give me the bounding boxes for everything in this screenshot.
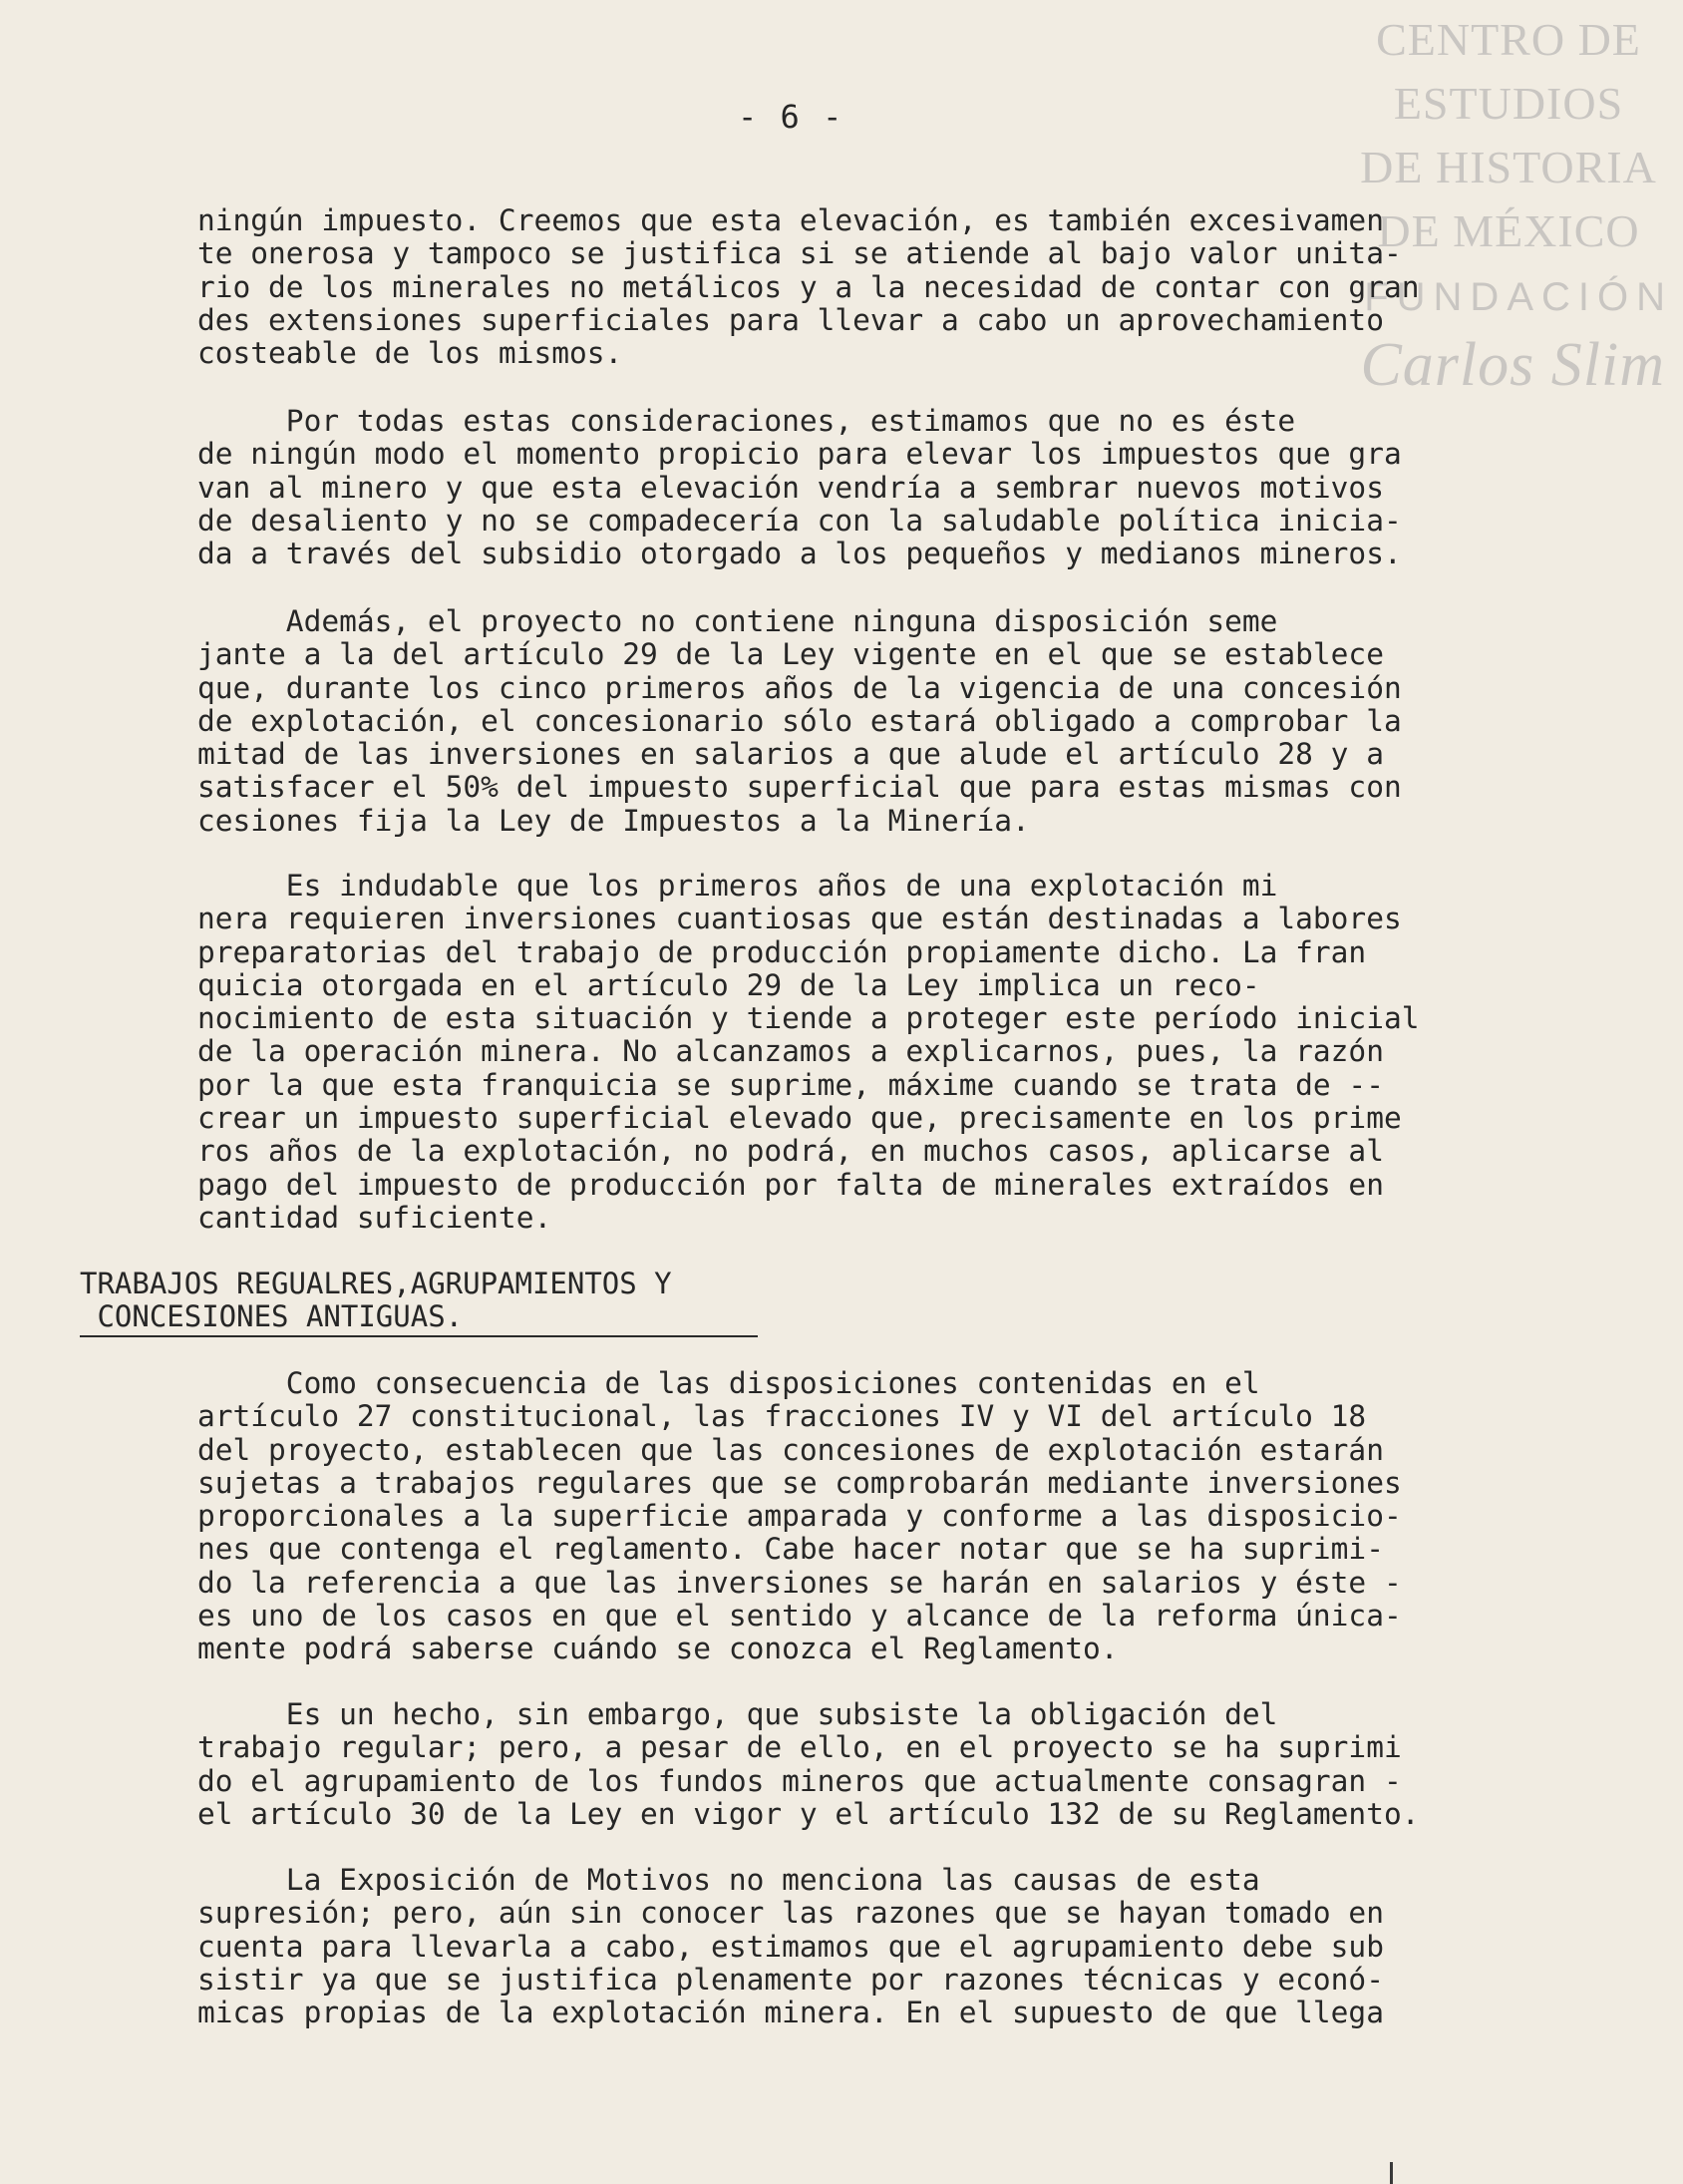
page-number: - 6 -	[738, 98, 844, 136]
watermark-line-2: ESTUDIOS	[1393, 78, 1624, 129]
paragraph-4: Es indudable que los primeros años de una explotación mi nera requieren inversiones cuantiosas que están destinadas a labores preparatorias del trabajo de producción propiamente dicho. La fran quicia otorgada en el artículo 29 de la Ley implica un reco- nocimiento de esta situación y tiende a proteger este período inicial de la operación minera. No alcanzamos a explicarnos, pues, la razón por la que esta franquicia se suprime, máxime cuando se trata de -- crear un impuesto superficial elevado que, precisamente en los prime ros años de la explotación, no podrá, en muchos casos, aplicarse al pago del impuesto de producción por falta de minerales extraídos en cantidad suficiente.	[197, 869, 1420, 1235]
paragraph-6: Es un hecho, sin embargo, que subsiste la obligación del trabajo regular; pero, a pesar de ello, en el proyecto se ha suprimi do el agrupamiento de los fundos mineros que actualmente consagran - el artículo 30 de la Ley en vigor y el artículo 132 de su Reglamento.	[197, 1697, 1420, 1831]
watermark-signature: Carlos Slim	[1360, 331, 1665, 399]
watermark-line-3: DE HISTORIA	[1360, 142, 1657, 192]
watermark-line-4: DE MÉXICO	[1377, 205, 1640, 256]
watermark-line-1: CENTRO DE	[1376, 14, 1641, 65]
paragraph-1: ningún impuesto. Creemos que esta elevación, es también excesivamen te onerosa y tampoco se justifica si se atiende al bajo valor unita- rio de los minerales no metálicos y a la necesidad de contar con gran des extensiones superficiales para llevar a cabo un aprovechamiento costeable de los mismos.	[197, 203, 1420, 371]
section-heading: TRABAJOS REGUALRES,AGRUPAMIENTOS Y CONCESIONES ANTIGUAS.	[80, 1268, 758, 1337]
watermark-line-5: FUNDACIÓN	[1364, 275, 1673, 319]
paragraph-5: Como consecuencia de las disposiciones contenidas en el artículo 27 constitucional, las fracciones IV y VI del artículo 18 del proyecto, establecen que las concesiones de explotación estarán sujetas a trabajos regulares que se comprobarán mediante inversiones proporcionales a la superficie amparada y conforme a las disposicio- nes que contenga el reglamento. Cabe hacer notar que se ha suprimi- do la referencia a que las inversiones se harán en salarios y éste - es uno de los casos en que el sentido y alcance de la reforma única- mente podrá saberse cuándo se conozca el Reglamento.	[197, 1366, 1402, 1666]
page-edge-mark	[1390, 2162, 1393, 2184]
paragraph-7: La Exposición de Motivos no menciona las causas de esta supresión; pero, aún sin conocer las razones que se hayan tomado en cuenta para llevarla a cabo, estimamos que el agrupamiento debe sub sistir ya que se justifica plenamente por razones técnicas y econó- micas propias de la explotación minera. En el supuesto de que llega	[197, 1863, 1384, 2030]
paragraph-3: Además, el proyecto no contiene ninguna disposición seme jante a la del artículo 29 de la Ley vigente en el que se establece que, durante los cinco primeros años de la vigencia de una concesión de explotación, el concesionario sólo estará obligado a comprobar la mitad de las inversiones en salarios a que alude el artículo 28 y a satisfacer el 50% del impuesto superficial que para estas mismas con cesiones fija la Ley de Impuestos a la Minería.	[197, 604, 1402, 838]
paragraph-2: Por todas estas consideraciones, estimamos que no es éste de ningún modo el momento propicio para elevar los impuestos que gra van al minero y que esta elevación vendría a sembrar nuevos motivos de desaliento y no se compadecería con la saludable política inicia- da a través del subsidio otorgado a los pequeños y medianos mineros.	[197, 404, 1402, 571]
